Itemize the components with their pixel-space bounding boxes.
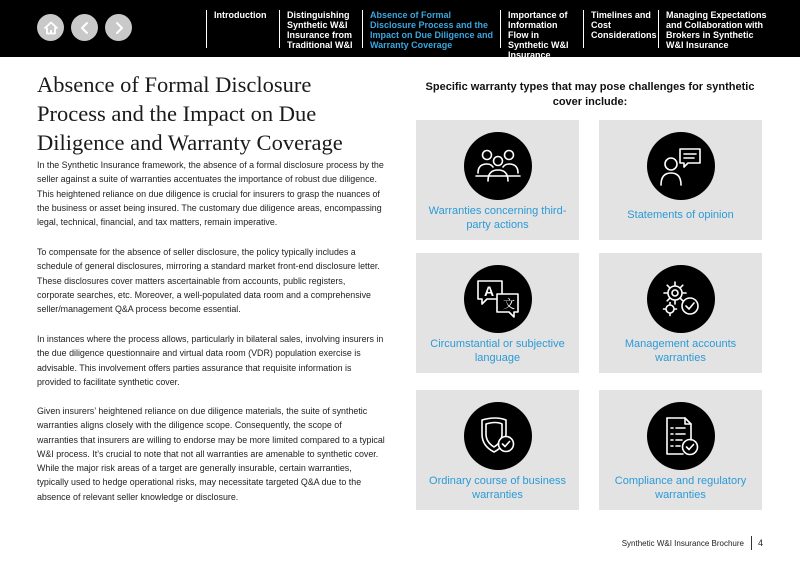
- card-subjective-language: [416, 253, 579, 373]
- card-ordinary-course: [416, 390, 579, 510]
- checklist-icon: [659, 414, 703, 458]
- nav-item-absence-of-disclosure[interactable]: Absence of Formal Disclosure Process and the Impact on Due Diligence and Warranty Coverage: [362, 0, 500, 57]
- home-icon: [43, 20, 59, 36]
- icon-circle: [647, 132, 715, 200]
- card-management-accounts: [599, 253, 762, 373]
- card-label: Ordinary course of business warranties: [429, 475, 566, 501]
- nav-item-managing-expectations[interactable]: Managing Expectations and Collaboration with Brokers in Synthetic W&I Insurance: [658, 0, 773, 57]
- forward-button[interactable]: [105, 14, 132, 41]
- nav-item-distinguishing[interactable]: Distinguishing Synthetic W&I Insurance from Traditional W&I: [279, 0, 362, 57]
- card-third-party-actions: [416, 120, 579, 240]
- footer-divider: [751, 536, 752, 550]
- nav-item-introduction[interactable]: Introduction: [206, 0, 279, 57]
- paragraph-4: Given insurers’ heightened reliance on due diligence materials, the suite of synthetic warranties aligns closely with the diligence scope. Consequently, the scope of warranties that insurers are willing to endorse may be more limited compared to a typical W&I process. It’s crucial to note that not all warranties are amenable to synthetic cover. While the major risk areas of a target are generally insurable, certain warranties, typically used to hedge operational risks, may necessitate targeted Q&A due to the absence of relevant seller knowledge or disclosure.: [37, 406, 385, 502]
- icon-circle: [647, 402, 715, 470]
- paragraph-3: In instances where the process allows, particularly in bilateral sales, involving insurers in the due diligence questionnaire and virtual data room (VDR) population exercise is advisable. This involvement offers parties assurance that requisite information is provided to facilitate synthetic cover.: [37, 334, 384, 387]
- home-button[interactable]: [37, 14, 64, 41]
- warranty-section-heading: Specific warranty types that may pose challenges for synthetic cover include:: [425, 81, 755, 108]
- gears-check-icon: [658, 278, 704, 320]
- paragraph-1: In the Synthetic Insurance framework, the absence of a formal disclosure process by the seller against a suite of warranties accentuates the importance of robust due diligence. This heightened reliance on due diligence is crucial for insurers to grasp the nuances of the business or asset being insured. The customary due diligence areas, encompassing legal, technical, financial, and tax matters, remain imperative.: [37, 160, 384, 228]
- svg-text:A: A: [483, 283, 494, 299]
- icon-circle: [464, 265, 532, 333]
- card-label: Circumstantial or subjective language: [430, 338, 565, 364]
- nav-item-information-flow[interactable]: Importance of Information Flow in Synthetic W&I Insurance: [500, 0, 583, 57]
- icon-circle: [647, 265, 715, 333]
- top-nav-bar: [0, 0, 800, 60]
- shield-check-icon: [476, 414, 520, 458]
- paragraph-2: To compensate for the absence of seller disclosure, the policy typically includes a schedule of general disclosures, mirroring a standard market front-end disclosure letter. These disclosures cover matters ascertainable from accounts, public registers, corporate searches, etc. Moreover, a well-populated data room and a comprehensive seller/management Q&A process become essential.: [37, 247, 380, 315]
- arrow-left-icon: [78, 21, 92, 35]
- person-speech-icon: [658, 145, 704, 187]
- svg-text:文: 文: [502, 297, 515, 311]
- translate-icon: [475, 278, 521, 320]
- back-button[interactable]: [71, 14, 98, 41]
- card-statements-of-opinion: [599, 120, 762, 240]
- nav-item-timelines[interactable]: Timelines and Cost Considerations: [583, 0, 658, 57]
- icon-circle: [464, 132, 532, 200]
- people-group-icon: [474, 146, 522, 186]
- section-nav: [206, 0, 773, 60]
- card-compliance-regulatory: [599, 390, 762, 510]
- arrow-right-icon: [112, 21, 126, 35]
- icon-circle: [464, 402, 532, 470]
- footer-brochure-title: Synthetic W&I Insurance Brochure: [621, 539, 744, 548]
- card-label: Compliance and regulatory warranties: [614, 475, 747, 501]
- card-label: Statements of opinion: [627, 209, 734, 221]
- card-label: Management accounts warranties: [624, 338, 737, 364]
- page-title: Absence of Formal Disclosure Process and the Impact on Due Diligence and Warranty Coverage: [37, 72, 343, 155]
- page-number: 4: [758, 538, 764, 548]
- card-label: Warranties concerning third-party actions: [428, 205, 567, 231]
